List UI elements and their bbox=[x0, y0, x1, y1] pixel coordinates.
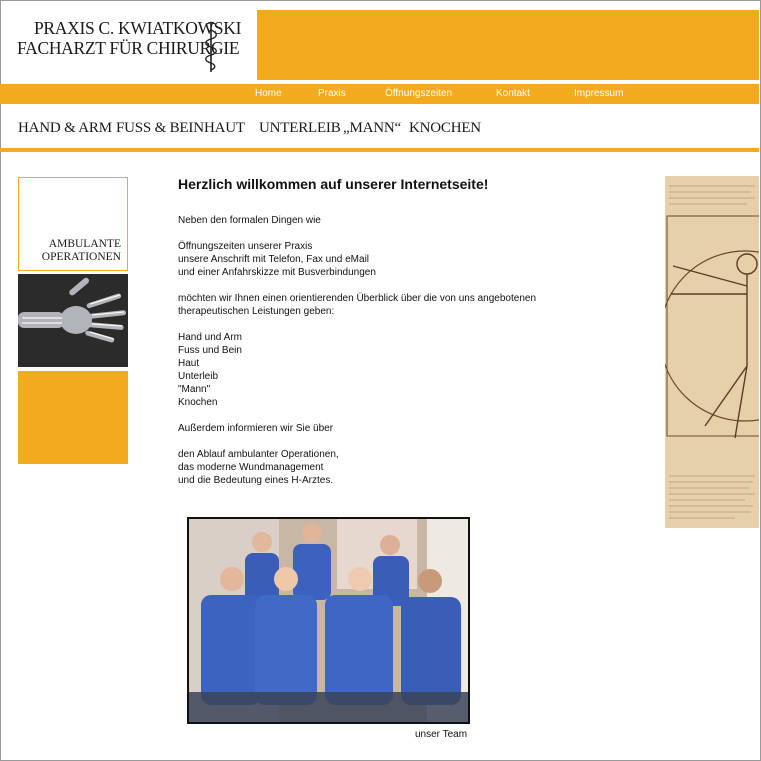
cat-unterleib[interactable]: UNTERLEIB bbox=[259, 120, 341, 136]
cat-hand-arm[interactable]: HAND & ARM bbox=[18, 120, 112, 136]
additional-info-text: Außerdem informieren wir Sie über bbox=[178, 423, 334, 434]
info-list: Öffnungszeiten unserer Praxis unsere Anschrift mit Telefon, Fax und eMail und einer Anfahrskizze mit Busverbindungen bbox=[178, 241, 376, 278]
ambulante-operationen-label: AMBULANTE OPERATIONEN bbox=[41, 238, 121, 263]
cat-fuss-bein[interactable]: FUSS & BEIN bbox=[116, 120, 204, 136]
topics-list: den Ablauf ambulanter Operationen, das moderne Wundmanagement und die Bedeutung eines H-Arztes. bbox=[178, 449, 339, 486]
orange-accent-block bbox=[18, 371, 128, 464]
cat-knochen[interactable]: KNOCHEN bbox=[409, 120, 481, 136]
cat-mann[interactable]: „MANN“ bbox=[343, 120, 401, 136]
nav-impressum[interactable]: Impressum bbox=[574, 88, 624, 99]
logo-line-2: FACHARZT FÜR CHIRURGIE bbox=[17, 38, 240, 58]
nav-oeffnungszeiten[interactable]: Öffnungszeiten bbox=[385, 88, 453, 99]
nav-kontakt[interactable]: Kontakt bbox=[496, 88, 530, 99]
ambulante-operationen-box[interactable] bbox=[18, 177, 128, 271]
category-divider bbox=[0, 148, 759, 152]
main-content bbox=[178, 176, 638, 500]
category-navigation bbox=[0, 110, 759, 148]
nav-home[interactable]: Home bbox=[255, 88, 282, 99]
xray-hand-image bbox=[18, 274, 128, 367]
logo-line-1: PRAXIS C. KWIATKOWSKI bbox=[34, 18, 242, 38]
team-photo-caption: unser Team bbox=[415, 729, 468, 740]
header-banner bbox=[257, 10, 759, 80]
site-logo[interactable] bbox=[14, 18, 242, 58]
cat-haut[interactable]: HAUT bbox=[204, 120, 245, 136]
intro-text: Neben den formalen Dingen wie bbox=[178, 215, 321, 226]
vitruvian-man-image bbox=[665, 176, 759, 528]
nav-praxis[interactable]: Praxis bbox=[318, 88, 346, 99]
staff-of-asclepius-icon bbox=[202, 20, 220, 74]
top-navigation bbox=[0, 84, 759, 104]
overview-text: möchten wir Ihnen einen orientierenden Überblick über die von uns angebotenen therapeutischen Leistungen geben: bbox=[178, 293, 537, 317]
services-list: Hand und Arm Fuss und Bein Haut Unterleib "Mann" Knochen bbox=[178, 332, 242, 408]
welcome-heading: Herzlich willkommen auf unserer Internetseite! bbox=[178, 176, 489, 192]
team-photo bbox=[187, 517, 470, 724]
